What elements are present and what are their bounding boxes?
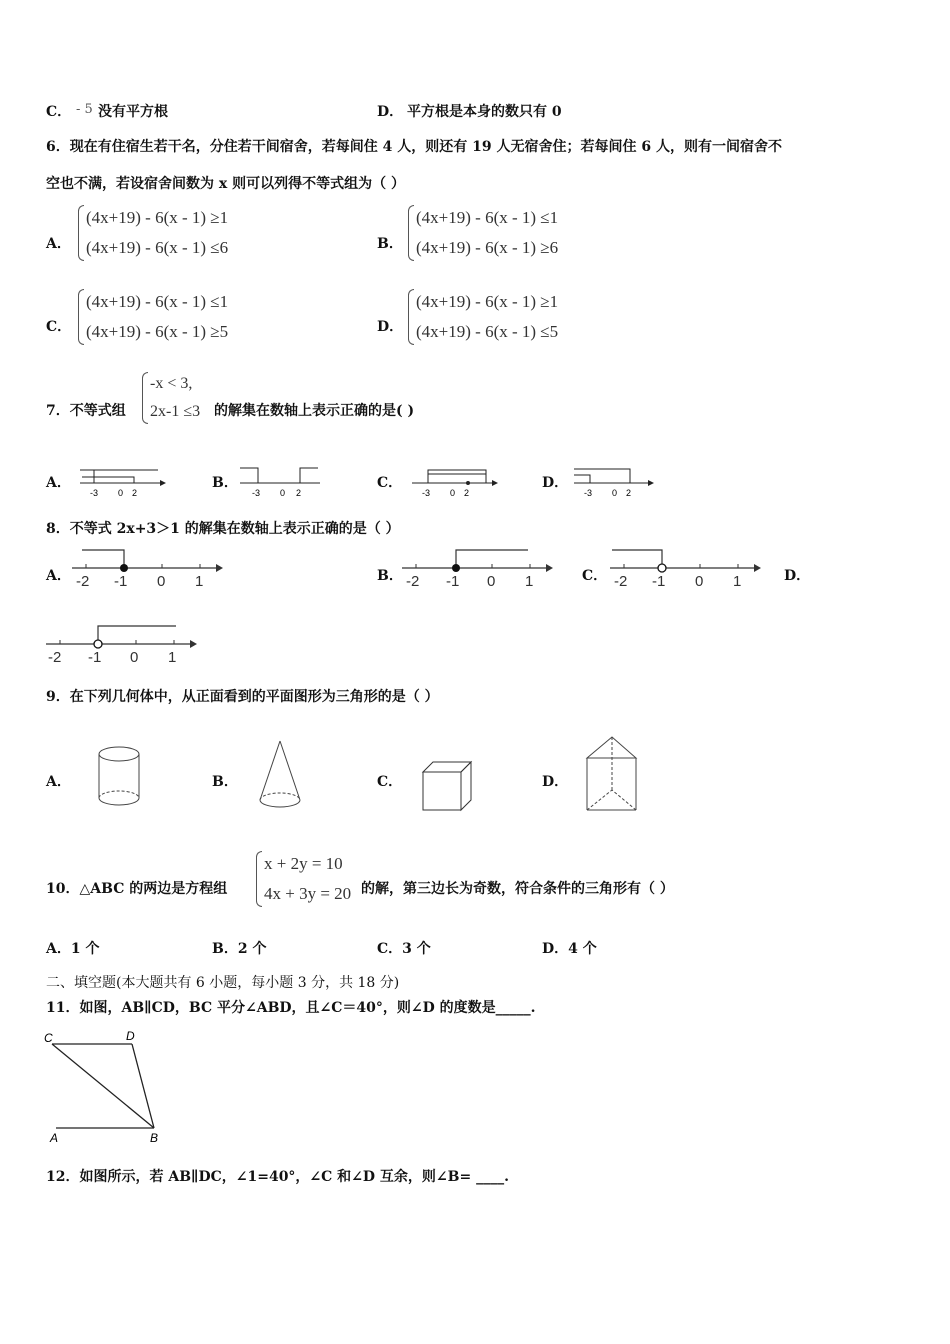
brace (78, 289, 84, 345)
q6-a-row1: (4x+19) - 6(x - 1) ≥1 (86, 208, 229, 227)
q6-d-row2: (4x+19) - 6(x - 1) ≤5 (416, 322, 559, 341)
tick-label: 1 (195, 573, 204, 590)
q6-option-c-system (78, 287, 228, 347)
q6-option-a-system (78, 203, 228, 263)
brace (408, 289, 414, 345)
q7-option-c-label: C． (377, 475, 403, 491)
q5-option-c-math: - 5 (76, 102, 93, 117)
option-label: D． (542, 941, 569, 957)
tick-label: 2 (296, 488, 302, 498)
brace (142, 372, 148, 424)
q10-option-b (212, 940, 266, 958)
q9-option-c-label: C． (377, 774, 403, 790)
q8-number-line-b (400, 546, 555, 590)
q6-b-row2: (4x+19) - 6(x - 1) ≥6 (416, 238, 559, 257)
q7-sys-row1: -x < 3, (150, 375, 193, 392)
triangular-prism-icon (584, 734, 640, 814)
option-label: B． (212, 941, 238, 957)
q6-option-b-label: B． (377, 236, 403, 252)
q7-number-line-d (572, 462, 662, 502)
q6-stem-line2: 空也不满，若设宿舍间数为 x 则可以列得不等式组为（ ） (46, 176, 405, 192)
q10-system (256, 849, 351, 909)
q7-sys-row2: 2x-1 ≤3 (150, 403, 201, 420)
tick-label: 0 (450, 488, 456, 498)
tick-label: 0 (487, 573, 496, 590)
q6-option-d-label: D． (377, 319, 404, 335)
q11-figure (42, 1028, 172, 1146)
q8-option-d-label: D． (784, 568, 811, 584)
tick-label: -3 (252, 488, 261, 498)
q10-sys-row1: x + 2y = 10 (264, 854, 343, 873)
tick-label: 2 (132, 488, 138, 498)
option-text: 1 个 (70, 941, 100, 957)
q9-option-a-label: A． (46, 774, 71, 790)
q8-number-line-a (70, 546, 225, 590)
point-label-d: D (126, 1029, 135, 1043)
tick-label: 0 (695, 573, 704, 590)
q7-suffix: 的解集在数轴上表示正确的是( ) (214, 403, 415, 419)
option-text: 3 个 (402, 941, 431, 957)
tick-label: -2 (614, 573, 628, 590)
q6-d-row1: (4x+19) - 6(x - 1) ≥1 (416, 292, 559, 311)
q9-option-b-label: B． (212, 774, 238, 790)
q9-stem: 9．在下列几何体中，从正面看到的平面图形为三角形的是（ ） (46, 689, 439, 705)
q8-number-line-d (44, 622, 199, 666)
q6-c-row1: (4x+19) - 6(x - 1) ≤1 (86, 292, 229, 311)
tick-label: 0 (130, 649, 139, 666)
q6-c-row2: (4x+19) - 6(x - 1) ≥5 (86, 322, 229, 341)
q7-option-b-label: B． (212, 475, 238, 491)
brace (408, 205, 414, 261)
section-heading: 二、填空题(本大题共有 6 小题，每小题 3 分，共 18 分) (46, 975, 400, 991)
q6-option-a-label: A． (46, 236, 71, 252)
q6-option-d-system (408, 287, 558, 347)
q5-option-d-label: D． (377, 104, 404, 120)
point-label-c: C (44, 1031, 53, 1045)
tick-label: -1 (88, 649, 102, 666)
q8-option-b-label: B． (377, 568, 403, 584)
q7-number-line-b (238, 462, 328, 502)
q7-option-a-label: A． (46, 475, 71, 491)
q10-suffix: 的解，第三边长为奇数，符合条件的三角形有（ ） (361, 881, 674, 897)
q9-option-d-label: D． (542, 774, 569, 790)
tick-label: 2 (626, 488, 632, 498)
option-label: A． (46, 941, 71, 957)
brace (78, 205, 84, 261)
q7-option-d-label: D． (542, 475, 569, 491)
tick-label: 0 (157, 573, 166, 590)
tick-label: -2 (406, 573, 420, 590)
tick-label: -3 (584, 488, 593, 498)
point-label-a: A (50, 1131, 59, 1145)
option-text: 2 个 (237, 941, 267, 957)
tick-label: -1 (446, 573, 460, 590)
q6-b-row1: (4x+19) - 6(x - 1) ≤1 (416, 208, 559, 227)
q5-option-d-text: 平方根是本身的数只有 0 (407, 104, 562, 120)
q10-option-c (377, 940, 431, 958)
q7-number-line-c (410, 462, 500, 502)
option-label: C． (377, 941, 403, 957)
tick-label: -2 (76, 573, 90, 590)
tick-label: -3 (90, 488, 99, 498)
tick-label: 0 (612, 488, 618, 498)
cylinder-icon (96, 744, 144, 812)
q7-number-line-a (78, 462, 168, 502)
cube-icon (420, 760, 474, 814)
q6-option-b-system (408, 203, 558, 263)
tick-label: -1 (114, 573, 128, 590)
brace (256, 851, 262, 907)
option-text: 4 个 (568, 941, 597, 957)
tick-label: 2 (464, 488, 470, 498)
tick-label: 1 (168, 649, 177, 666)
tick-label: 0 (118, 488, 124, 498)
tick-label: -3 (422, 488, 431, 498)
q8-option-c-label: C． (582, 568, 608, 584)
tick-label: -1 (652, 573, 666, 590)
tick-label: 0 (280, 488, 286, 498)
q10-prefix: 10．△ABC 的两边是方程组 (46, 881, 228, 897)
q6-option-c-label: C． (46, 319, 72, 335)
tick-label: -2 (48, 649, 62, 666)
q10-sys-row2: 4x + 3y = 20 (264, 884, 352, 903)
q8-number-line-c (608, 546, 763, 590)
q10-option-a (46, 940, 100, 958)
point-label-b: B (150, 1131, 159, 1145)
q8-stem: 8．不等式 2x+3＞1 的解集在数轴上表示正确的是（ ） (46, 521, 400, 537)
q8-option-a-label: A． (46, 568, 71, 584)
q5-option-c-text: 没有平方根 (98, 104, 168, 120)
q10-option-d (542, 940, 597, 958)
q11-stem: 11．如图，AB∥CD，BC 平分∠ABD，且∠C＝40°，则∠D 的度数是_____. (46, 1000, 536, 1016)
q5-option-c-label: C． (46, 104, 72, 120)
q12-stem: 12．如图所示，若 AB∥DC，∠1=40°，∠C 和∠D 互余，则∠B= ____. (46, 1169, 509, 1185)
q7-system (142, 370, 200, 426)
tick-label: 1 (733, 573, 742, 590)
q6-stem-line1: 6．现在有住宿生若干名，分住若干间宿舍，若每间住 4 人，则还有 19 人无宿舍住；若每间住 6 人，则有一间宿舍不 (46, 139, 782, 155)
cone-icon (256, 738, 306, 812)
q6-a-row2: (4x+19) - 6(x - 1) ≤6 (86, 238, 229, 257)
q7-prefix: 7．不等式组 (46, 403, 126, 419)
tick-label: 1 (525, 573, 534, 590)
